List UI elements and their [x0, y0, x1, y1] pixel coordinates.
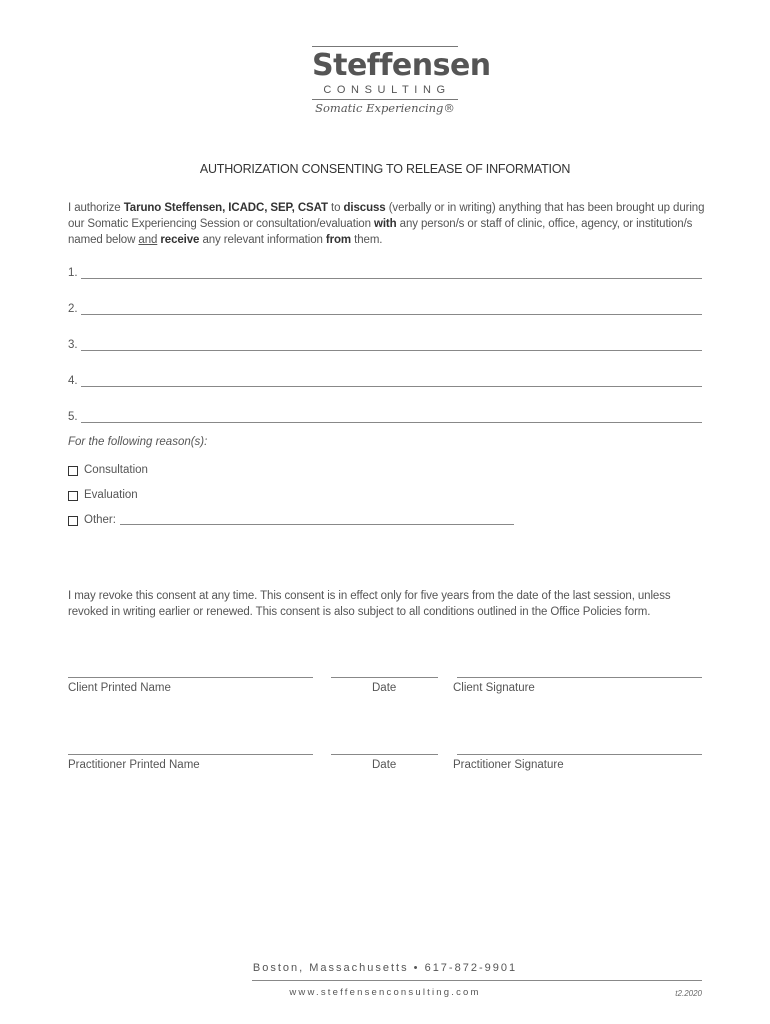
checkbox[interactable]: [68, 516, 78, 526]
entry-underline: [81, 314, 702, 315]
entry-number: 2.: [68, 303, 78, 315]
auth-text-3: (verbally or in writing) anything that has been brought up during our Somatic Experiencing Session or consultation/evaluation: [68, 202, 705, 230]
footer-website[interactable]: www.steffensenconsulting.com: [289, 987, 481, 998]
word-with: with: [373, 218, 397, 230]
auth-text-6: any relevant information: [199, 234, 326, 246]
practitioner-credentials: Taruno Steffensen, ICADC, SEP, CSAT: [123, 202, 328, 214]
practitioner-name-line[interactable]: [68, 754, 313, 755]
logo-top-rule: [312, 46, 458, 47]
entry-underline: [81, 386, 702, 387]
option-label: Other:: [84, 514, 116, 526]
entry-number: 1.: [68, 267, 78, 279]
client-name-label: Client Printed Name: [68, 682, 171, 694]
authorization-paragraph: [68, 200, 708, 248]
logo-subtitle: CONSULTING: [323, 84, 451, 96]
footer-divider: [252, 980, 702, 981]
practitioner-date-line[interactable]: [331, 754, 438, 755]
document-title: AUTHORIZATION CONSENTING TO RELEASE OF INFORMATION: [199, 162, 571, 176]
entry-underline: [81, 350, 702, 351]
checkbox[interactable]: [68, 491, 78, 501]
entry-line-1[interactable]: [68, 267, 702, 283]
word-and: and: [138, 234, 158, 246]
entry-line-4[interactable]: [68, 375, 702, 391]
option-label: Evaluation: [84, 489, 138, 501]
footer-address: Boston, Massachusetts • 617-872-9901: [252, 962, 518, 974]
reasons-label: For the following reason(s):: [68, 436, 208, 448]
word-discuss: discuss: [343, 202, 386, 214]
practitioner-date-label: Date: [372, 759, 397, 771]
practitioner-signature-label: Practitioner Signature: [453, 759, 564, 771]
auth-text-2: to: [327, 202, 344, 214]
auth-text-4: any person/s or staff of clinic, office, agency, or institution/s named below: [68, 218, 693, 246]
auth-text-7: them.: [351, 234, 383, 246]
entry-underline: [81, 422, 702, 423]
option-label: Consultation: [84, 464, 148, 476]
client-date-line[interactable]: [331, 677, 438, 678]
entry-line-5[interactable]: [68, 411, 702, 427]
footer-version: t2.2020: [675, 989, 702, 998]
company-logo: [312, 44, 491, 118]
practitioner-name-label: Practitioner Printed Name: [68, 759, 200, 771]
other-reason-line[interactable]: [120, 524, 514, 525]
logo-name: Steffensen: [312, 48, 491, 83]
word-from: from: [325, 234, 352, 246]
client-signature-label: Client Signature: [453, 682, 535, 694]
entry-number: 3.: [68, 339, 78, 351]
checkbox[interactable]: [68, 466, 78, 476]
entry-line-2[interactable]: [68, 303, 702, 319]
word-receive: receive: [160, 234, 200, 246]
client-signature-line[interactable]: [457, 677, 702, 678]
entry-number: 5.: [68, 411, 78, 423]
client-name-line[interactable]: [68, 677, 313, 678]
practitioner-signature-line[interactable]: [457, 754, 702, 755]
entry-line-3[interactable]: [68, 339, 702, 355]
auth-text-1: I authorize: [68, 202, 124, 214]
logo-divider: [312, 99, 458, 100]
entry-underline: [81, 278, 702, 279]
client-date-label: Date: [372, 682, 397, 694]
revoke-paragraph: I may revoke this consent at any time. This consent is in effect only for five years from the date of the last session, unless revoked in writing earlier or renewed. This consent is also subject to all conditions outlined in the Office Policies form.: [68, 590, 671, 618]
logo-tagline: Somatic Experiencing®: [315, 101, 455, 115]
entry-number: 4.: [68, 375, 78, 387]
